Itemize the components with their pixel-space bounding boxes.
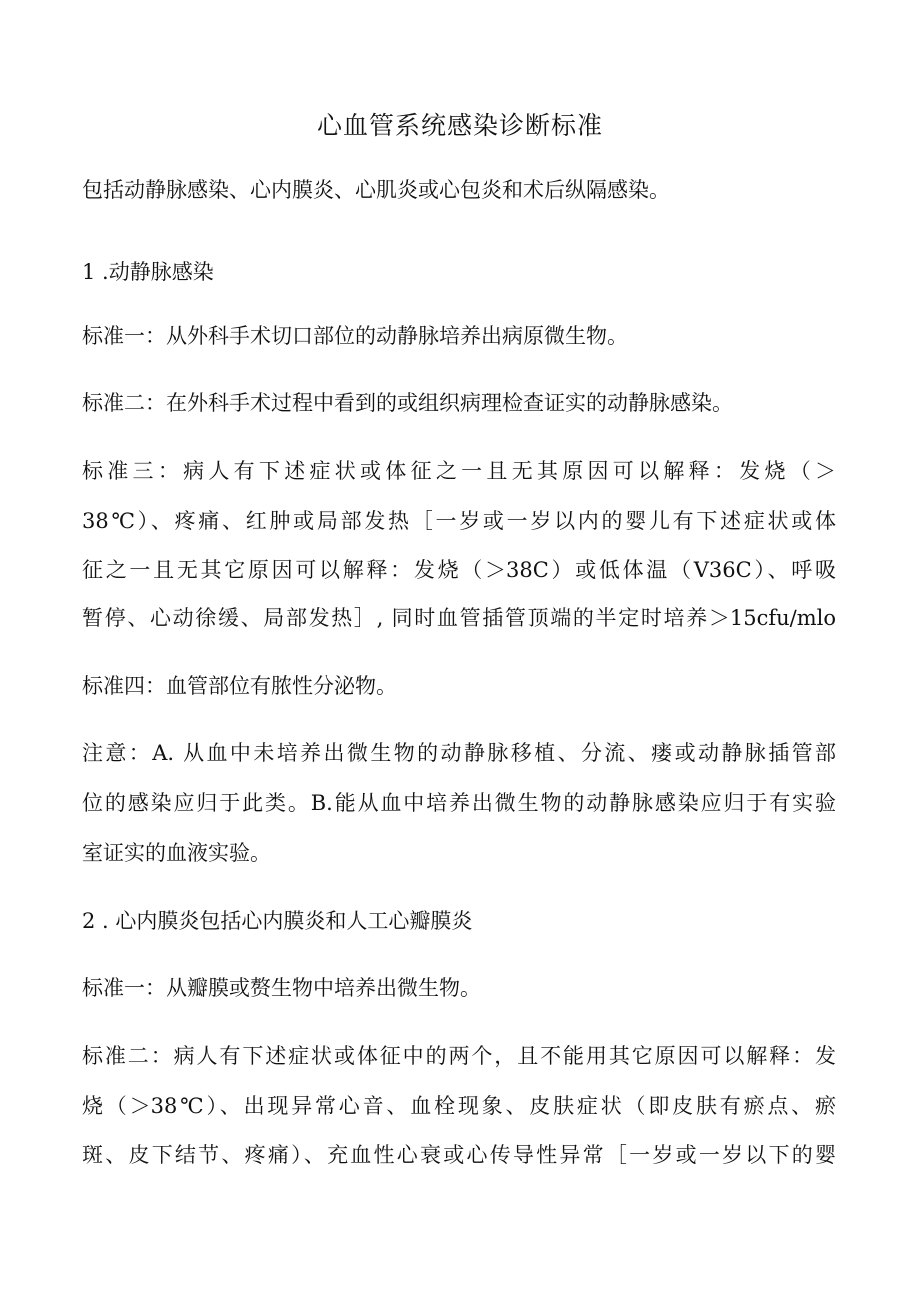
section-heading-2: 2 . 心内膜炎包括心内膜炎和人工心瓣膜炎 bbox=[82, 909, 473, 933]
criterion-line: 标准四：血管部位有脓性分泌物。 bbox=[82, 674, 397, 698]
intro-paragraph: 包括动静脉感染、心内膜炎、心肌炎或心包炎和术后纵隔感染。 bbox=[82, 178, 670, 202]
note-line: 注意：A. 从血中未培养出微生物的动静脉移植、分流、瘘或动静脉插管部 bbox=[82, 741, 836, 765]
criterion-line: 征之一且无其它原因可以解释：发烧（＞38C）或低体温（V36C）、呼吸 bbox=[82, 558, 836, 582]
criterion-line: 标准二：病人有下述症状或体征中的两个，且不能用其它原因可以解释：发 bbox=[82, 1044, 836, 1068]
criterion-line: 烧（＞38℃）、出现异常心音、血栓现象、皮肤症状（即皮肤有瘀点、瘀 bbox=[82, 1094, 836, 1118]
section-heading-1: 1 .动静脉感染 bbox=[82, 260, 214, 284]
note-line: 位的感染应归于此类。B.能从血中培养出微生物的动静脉感染应归于有实验 bbox=[82, 791, 836, 815]
document-title: 心血管系统感染诊断标准 bbox=[316, 111, 603, 140]
criterion-line: 暂停、心动徐缓、局部发热］, 同时血管插管顶端的半定时培养＞15cfu∕mlo bbox=[82, 606, 836, 630]
criterion-line: 38℃）、疼痛、红肿或局部发热［一岁或一岁以内的婴儿有下述症状或体 bbox=[82, 509, 836, 533]
criterion-line: 斑、皮下结节、疼痛）、充血性心衰或心传导性异常［一岁或一岁以下的婴 bbox=[82, 1143, 836, 1167]
criterion-line: 标准二：在外科手术过程中看到的或组织病理检查证实的动静脉感染。 bbox=[82, 391, 733, 415]
criterion-line: 标准一：从外科手术切口部位的动静脉培养出病原微生物。 bbox=[82, 324, 628, 348]
criterion-line: 标准三：病人有下述症状或体征之一且无其原因可以解释：发烧（＞ bbox=[82, 459, 836, 483]
criterion-line: 标准一：从瓣膜或赘生物中培养出微生物。 bbox=[82, 976, 481, 1000]
note-line: 室证实的血液实验。 bbox=[82, 841, 271, 865]
